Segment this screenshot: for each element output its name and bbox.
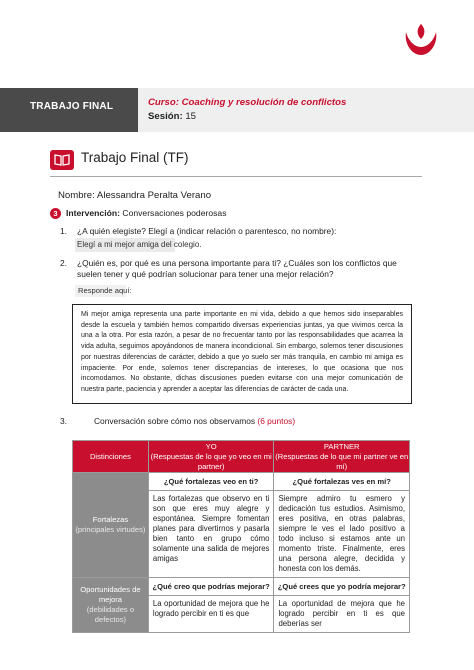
book-icon: [50, 150, 74, 170]
q3-points: (6 puntos): [257, 416, 296, 426]
q2-text: ¿Quién es, por qué es una persona importante para ti? ¿Cuáles son los conflictos que suelen tener y qué podrían solucionar para tener una mejor relación?: [77, 258, 397, 279]
q1-answer[interactable]: Elegí a mi mejor amiga del colegio.: [77, 240, 202, 249]
table-row: [73, 578, 410, 596]
fortalezas-q-partner: ¿Qué fortalezas ves en mí?: [274, 473, 410, 491]
oportunidades-a-partner[interactable]: La oportunidad de mejora que he logrado percibir en ti es que deberías ser: [274, 596, 410, 633]
fortalezas-a-partner[interactable]: Siempre admiro tu esmero y dedicación tus estudios. Asimismo, eres positiva, en otras palabras, siempre le ves el lado positivo a todo incluso si estamos ante un momento triste. Finalmente, eres una persona alegre, decidida y honesta con los demás.: [274, 491, 410, 578]
table-row: [73, 473, 410, 491]
fortalezas-a-yo[interactable]: Las fortalezas que observo en ti son que eres muy alegre y espontánea. Siempre fomentan planes para divertirnos y pasarla bien tanto en grupo cómo solamente una salida de mejores amigas: [148, 491, 274, 578]
header-partner-title: PARTNER: [323, 441, 360, 451]
oportunidades-q-yo: ¿Qué creo que podrías mejorar?: [148, 578, 274, 596]
title-divider: [50, 176, 422, 177]
q2-respond-label: Responde aquí:: [78, 286, 132, 295]
distinctions-table: [72, 440, 410, 633]
course-line: [148, 97, 346, 108]
q1-number: 1.: [60, 226, 67, 236]
oportunidades-title: Oportunidades de mejora: [80, 585, 141, 604]
header-yo-sub: (Respuestas de lo que yo veo en mi partner): [150, 451, 272, 471]
table-header-row: [73, 441, 410, 473]
header-title: TRABAJO FINAL: [30, 101, 114, 112]
oportunidades-q-partner: ¿Qué crees que yo podría mejorar?: [274, 578, 410, 596]
intervention-value: Conversaciones poderosas: [122, 208, 227, 218]
intervention-line: [66, 208, 227, 218]
q3-number: 3.: [60, 416, 67, 426]
oportunidades-sub: (debilidades o defectos): [86, 605, 135, 624]
session-line: [148, 111, 196, 122]
university-logo-icon: [402, 22, 440, 58]
section-title: Trabajo Final (TF): [81, 150, 189, 165]
fortalezas-q-yo: ¿Qué fortalezas veo en ti?: [148, 473, 274, 491]
header-partner-sub: (Respuestas de lo que mi partner ve en mí): [275, 451, 409, 471]
q3-text: Conversación sobre cómo nos observamos: [94, 416, 256, 426]
session-label: Sesión:: [148, 111, 183, 122]
course-value: Coaching y resolución de conflictos: [181, 97, 347, 108]
row-fortalezas-head: [73, 473, 149, 578]
q1-text: ¿A quién elegiste? Elegí a (indicar relación o parentesco, no nombre):: [77, 226, 337, 236]
session-value: 15: [185, 111, 196, 122]
q2-answer-box[interactable]: [72, 304, 412, 404]
header-partner: [274, 441, 410, 473]
section-number-badge: 3: [50, 208, 61, 219]
q2-number: 2.: [60, 258, 67, 268]
fortalezas-title: Fortalezas: [92, 515, 129, 524]
header-distinciones: Distinciones: [73, 441, 149, 473]
oportunidades-a-yo[interactable]: La oportunidad de mejora que he logrado percibir en ti es que: [148, 596, 274, 633]
q3-title: [94, 416, 295, 426]
course-label: Curso:: [148, 97, 179, 108]
header-yo: [148, 441, 274, 473]
intervention-label: Intervención:: [66, 208, 120, 218]
header-yo-title: YO: [205, 441, 217, 451]
student-name: Nombre: Alessandra Peralta Verano: [58, 190, 212, 201]
row-oportunidades-head: [73, 578, 149, 633]
fortalezas-sub: (principales virtudes): [75, 525, 146, 534]
q2-answer: Mi mejor amiga representa una parte importante en mi vida, debido a que hemos sido inseparables desde la escuela y también hemos compartido diversas experiencias juntas, ya que vivimos cerca la una a la otra. Por esta razón, a pesar de no frecuentar tanto por las responsabilidades que acarrea la vida adulta, seguimos apoyándonos de manera incondicional. Sin embargo, solemos tener discusiones por nuestras diferencias de carácter, debido a que yo suelo ser más tranquila, en cambio mi amiga es impaciente. Por ende, solemos tener discrepancias de intereses, lo que ocasiona que nos incomodamos. No obstante, dichas discusiones pueden evitarse con una mejor comunicación de nuestra parte, paciencia y aprender a aceptar las diferencias de carácter de cada una.: [81, 311, 403, 393]
